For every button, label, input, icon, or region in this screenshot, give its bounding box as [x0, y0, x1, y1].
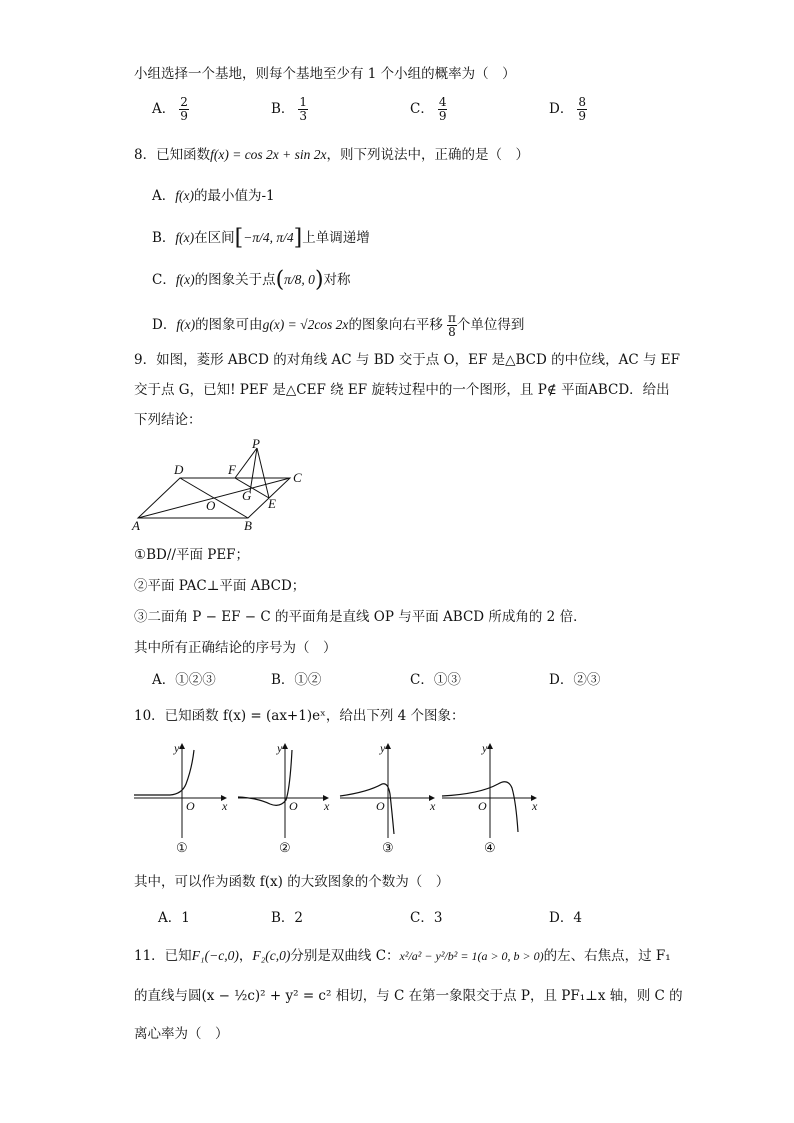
svg-text:x: x — [222, 799, 228, 813]
q10-option-c[interactable]: C．3 — [410, 910, 443, 926]
svg-text:y: y — [380, 741, 386, 755]
q7-stem-tail: 小组选择一个基地，则每个基地至少有 1 个小组的概率为（ ） — [134, 66, 516, 82]
svg-text:x: x — [532, 799, 538, 813]
svg-text:y: y — [482, 741, 488, 755]
q8-option-d[interactable]: D．f(x)的图象可由g(x) = √2cos 2x的图象向右平移 $\frac{\pi}{8}$ 个单位得到 — [152, 311, 525, 339]
graph-2 — [238, 744, 328, 838]
graph-number-1: ① — [176, 840, 188, 855]
label-g: G — [242, 488, 252, 503]
q9-option-d[interactable]: D．②③ — [549, 672, 601, 688]
q10-option-a[interactable]: A．1 — [158, 910, 190, 926]
graph-number-2: ② — [279, 840, 291, 855]
segment-pg — [250, 448, 257, 492]
svg-text:O: O — [478, 799, 487, 813]
svg-text:y: y — [277, 741, 283, 755]
q10-option-b[interactable]: B．2 — [271, 910, 304, 926]
label-c: C — [293, 470, 302, 485]
q9-conclusion-3: ③二面角 P − EF − C 的平面角是直线 OP 与平面 ABCD 所成角的 2 倍． — [134, 609, 587, 625]
svg-text:y: y — [174, 741, 180, 755]
q7-option-b[interactable]: B． $\frac{1}{3}$ — [271, 95, 308, 123]
svg-text:O: O — [289, 799, 298, 813]
label-e: E — [268, 496, 276, 511]
q9-stem-line3: 下列结论： — [134, 412, 202, 428]
svg-text:x: x — [324, 799, 330, 813]
q7-option-d[interactable]: D． $\frac{8}{9}$ — [549, 95, 586, 123]
q9-option-a[interactable]: A．①②③ — [152, 672, 216, 688]
rhombus-figure — [130, 436, 310, 536]
svg-text:x: x — [430, 799, 436, 813]
q7-option-c[interactable]: C． $\frac{4}{9}$ — [410, 95, 447, 123]
q9-option-c[interactable]: C．①③ — [410, 672, 461, 688]
q7-option-a[interactable]: A． $\frac{2}{9}$ — [152, 95, 188, 123]
q8-g-function: g(x) = √2cos 2x — [262, 317, 349, 332]
q9-stem-line2: 交于点 G，已知! PEF 是△CEF 绕 EF 旋转过程中的一个图形，且 P∉ 平面ABCD．给出 — [134, 382, 670, 398]
q9-ask: 其中所有正确结论的序号为（ ） — [134, 640, 337, 656]
q10-graphs — [130, 738, 550, 856]
segment-pf — [235, 448, 257, 478]
label-p: P — [252, 436, 260, 451]
q10-option-d[interactable]: D．4 — [549, 910, 582, 926]
q8-option-c[interactable]: C．f(x)的图象关于点(π/8, 0)对称 — [152, 267, 351, 293]
q8-stem: 8．已知函数f(x) = cos 2x + sin 2x，则下列说法中，正确的是（ ） — [134, 147, 530, 163]
q8-point: π/8, 0 — [284, 272, 315, 287]
label-b: B — [244, 518, 252, 533]
graph-4 — [442, 744, 536, 838]
graph-3 — [340, 744, 434, 838]
q11-focus-2: F₂(c,0) — [252, 948, 291, 963]
q11-hyperbola-equation: x²/a² − y²/b² = 1(a > 0, b > 0) — [399, 949, 544, 963]
svg-text:O: O — [376, 799, 385, 813]
q8-function: f(x) = cos 2x + sin 2x — [210, 147, 327, 162]
graph-1 — [134, 744, 226, 838]
label-o: O — [206, 498, 216, 513]
q8-option-b[interactable]: B．f(x)在区间[−π/4, π/4]上单调递增 — [152, 225, 370, 251]
q11-focus-1: F₁(−c,0) — [191, 948, 239, 963]
graph-number-3: ③ — [382, 840, 394, 855]
graph-number-4: ④ — [484, 840, 496, 855]
q9-stem-line1: 9．如图，菱形 ABCD 的对角线 AC 与 BD 交于点 O，EF 是△BCD 的中位线，AC 与 EF — [134, 352, 680, 368]
q11-stem-line3: 离心率为（ ） — [134, 1026, 229, 1042]
q9-conclusion-1: ①BD//平面 PEF； — [134, 547, 250, 563]
q11-stem-line2: 的直线与圆(x − ½c)² + y² = c² 相切，与 C 在第一象限交于点 P，且 PF₁⊥x 轴，则 C 的 — [134, 988, 683, 1004]
label-f: F — [228, 462, 236, 477]
label-d: D — [174, 462, 184, 477]
svg-text:O: O — [186, 799, 195, 813]
q9-conclusion-2: ②平面 PAC⊥平面 ABCD； — [134, 578, 306, 594]
q10-stem: 10．已知函数 f(x) = (ax+1)eˣ，给出下列 4 个图象： — [134, 708, 465, 724]
q8-option-a[interactable]: A．f(x)的最小值为-1 — [152, 188, 275, 204]
q10-ask: 其中，可以作为函数 f(x) 的大致图象的个数为（ ） — [134, 874, 450, 890]
segment-pe — [257, 448, 269, 498]
label-a: A — [132, 518, 140, 533]
q11-stem-line1: 11．已知F₁(−c,0)，F₂(c,0)分别是双曲线 C：x²/a² − y²/b² = 1(a > 0, b > 0)的左、右焦点，过 F₁ — [134, 948, 671, 964]
q8-interval: −π/4, π/4 — [243, 230, 294, 245]
q9-option-b[interactable]: B．①② — [271, 672, 322, 688]
